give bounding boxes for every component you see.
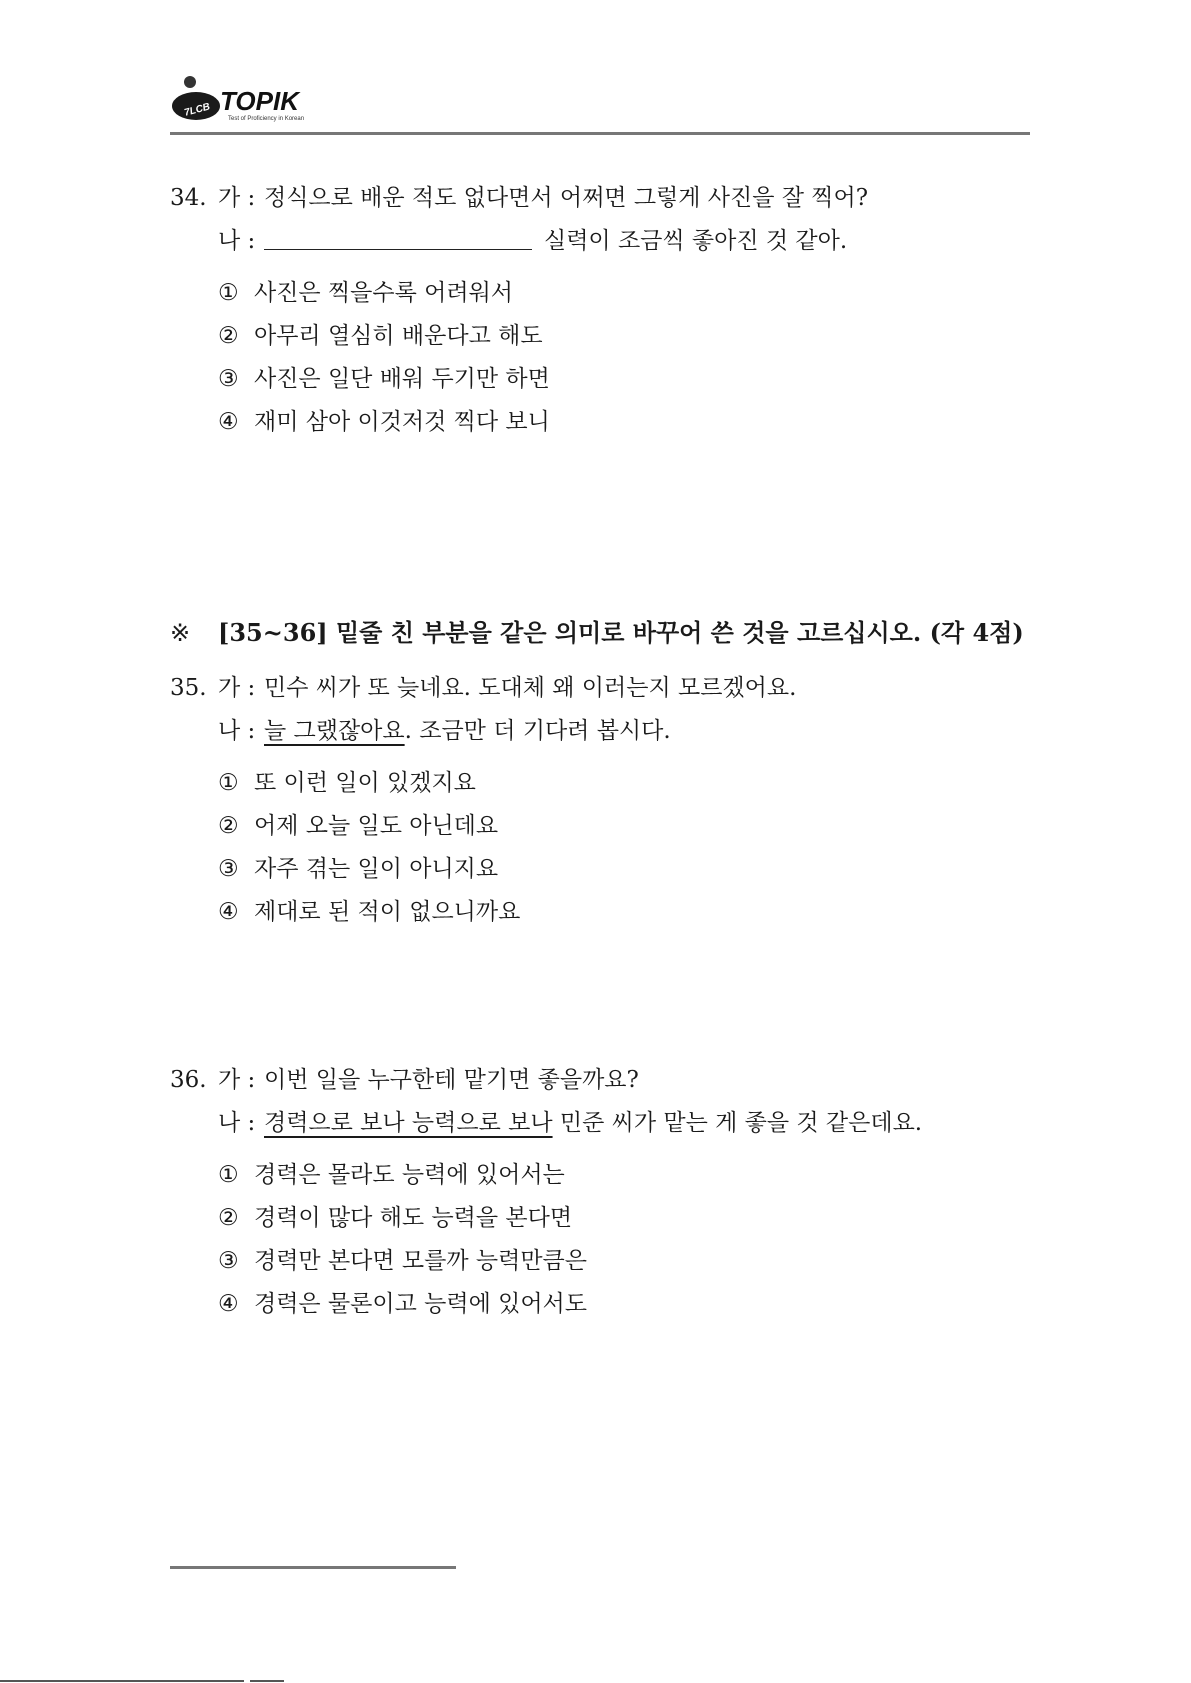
page-edge-rule-short — [250, 1680, 284, 1682]
option-mark: ③ — [218, 1248, 239, 1274]
topik-logo — [170, 74, 320, 134]
q36-option-3[interactable] — [218, 1246, 587, 1276]
q35-text-b: . 조금만 더 기다려 봅시다. — [404, 718, 671, 744]
option-mark: ④ — [218, 409, 239, 435]
option-text: 아무리 열심히 배운다고 해도 — [254, 323, 543, 349]
option-text: 사진은 찍을수록 어려워서 — [254, 280, 514, 306]
q34-option-3[interactable] — [218, 364, 550, 394]
option-mark: ④ — [218, 1291, 239, 1317]
option-mark: ② — [218, 323, 239, 349]
q35-option-4[interactable] — [218, 897, 520, 927]
q36-speaker-b: 나 : — [218, 1110, 256, 1136]
footer-rule — [170, 1566, 456, 1569]
q34-number: 34. — [170, 185, 207, 211]
question-36 — [170, 1065, 1030, 1325]
page-header — [170, 74, 1030, 136]
q35-option-1[interactable] — [218, 768, 476, 798]
question-34 — [170, 183, 1030, 443]
page-edge-rule — [0, 1680, 244, 1682]
option-text: 사진은 일단 배워 두기만 하면 — [254, 366, 550, 392]
q35-speaker-a: 가 : — [218, 675, 256, 701]
reference-mark: ※ — [170, 619, 191, 647]
q34-answer-blank — [264, 227, 532, 250]
q35-number: 35. — [170, 675, 207, 701]
q34-option-2[interactable] — [218, 321, 543, 351]
option-mark: ③ — [218, 366, 239, 392]
q35-underlined-phrase: 늘 그랬잖아요 — [264, 718, 405, 744]
q36-option-2[interactable] — [218, 1203, 572, 1233]
q36-text-a: 이번 일을 누구한테 맡기면 좋을까요? — [264, 1067, 639, 1093]
q36-underlined-phrase: 경력으로 보나 능력으로 보나 — [264, 1110, 553, 1136]
q34-speaker-b: 나 : — [218, 228, 256, 254]
option-mark: ④ — [218, 899, 239, 925]
q34-option-4[interactable] — [218, 407, 550, 437]
q36-speaker-a: 가 : — [218, 1067, 256, 1093]
q34-text-a: 정식으로 배운 적도 없다면서 어쩌면 그렇게 사진을 잘 찍어? — [264, 185, 869, 211]
logo-wordmark: TOPIK — [220, 86, 299, 116]
option-text: 경력은 물론이고 능력에 있어서도 — [254, 1291, 587, 1317]
option-text: 경력은 몰라도 능력에 있어서는 — [254, 1162, 565, 1188]
option-text: 자주 겪는 일이 아니지요 — [254, 856, 499, 882]
q35-option-3[interactable] — [218, 854, 498, 884]
q36-option-4[interactable] — [218, 1289, 587, 1319]
q35-text-a: 민수 씨가 또 늦네요. 도대체 왜 이러는지 모르겠어요. — [264, 675, 797, 701]
logo-subtitle: Test of Proficiency in Korean — [228, 116, 305, 122]
option-text: 어제 오늘 일도 아닌데요 — [254, 813, 499, 839]
instruction-text: [35~36] 밑줄 친 부분을 같은 의미로 바꾸어 쓴 것을 고르십시오. (각 4점) — [218, 618, 1024, 647]
option-mark: ① — [218, 1162, 239, 1188]
q35-option-2[interactable] — [218, 811, 498, 841]
option-text: 경력만 본다면 모를까 능력만큼은 — [254, 1248, 587, 1274]
header-rule — [170, 132, 1030, 135]
option-mark: ① — [218, 770, 239, 796]
q34-option-1[interactable] — [218, 278, 513, 308]
option-mark: ② — [218, 813, 239, 839]
q36-option-1[interactable] — [218, 1160, 565, 1190]
option-mark: ③ — [218, 856, 239, 882]
option-text: 제대로 된 적이 없으니까요 — [254, 899, 521, 925]
option-mark: ① — [218, 280, 239, 306]
q36-text-b: 민준 씨가 맡는 게 좋을 것 같은데요. — [552, 1110, 923, 1136]
question-35 — [170, 673, 1030, 933]
logo-badge: 7LCB — [183, 101, 212, 119]
option-text: 또 이런 일이 있겠지요 — [254, 770, 476, 796]
section-instruction — [170, 618, 1024, 648]
option-mark: ② — [218, 1205, 239, 1231]
q36-number: 36. — [170, 1067, 207, 1093]
option-text: 경력이 많다 해도 능력을 본다면 — [254, 1205, 573, 1231]
q34-speaker-a: 가 : — [218, 185, 256, 211]
q35-speaker-b: 나 : — [218, 718, 256, 744]
option-text: 재미 삼아 이것저것 찍다 보니 — [254, 409, 550, 435]
q34-text-b: 실력이 조금씩 좋아진 것 같아. — [544, 228, 848, 254]
